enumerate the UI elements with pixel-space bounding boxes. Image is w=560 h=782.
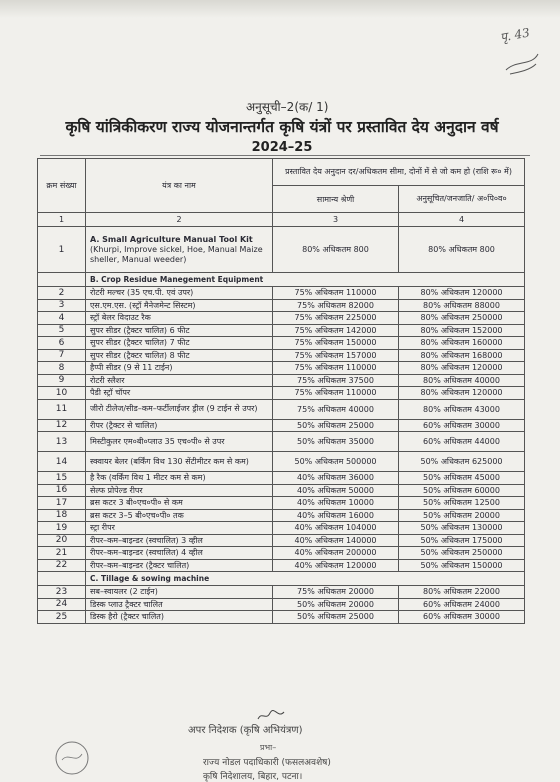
table-row bbox=[38, 432, 525, 452]
machine-name: रोटरी स्लैशर bbox=[86, 374, 273, 387]
table-row bbox=[38, 522, 525, 535]
scst-subsidy: 80% अधिकतम 250000 bbox=[399, 312, 525, 325]
general-subsidy: 40% अधिकतम 36000 bbox=[273, 472, 399, 485]
general-subsidy: 40% अधिकतम 140000 bbox=[273, 534, 399, 547]
machine-name: ब्रस कटर 3–5 बी०एच०पी० तक bbox=[86, 509, 273, 522]
serial-number: 23 bbox=[38, 586, 86, 599]
machine-name: सेल्फ प्रोपेल्ड रीपर bbox=[86, 484, 273, 497]
serial-number: 8 bbox=[38, 362, 86, 375]
scst-subsidy: 50% अधिकतम 12500 bbox=[399, 497, 525, 510]
section-title: B. Crop Residue Manegement Equipment bbox=[86, 273, 525, 287]
scst-subsidy: 50% अधिकतम 45000 bbox=[399, 472, 525, 485]
general-subsidy: 40% अधिकतम 120000 bbox=[273, 559, 399, 572]
serial-number: 15 bbox=[38, 472, 86, 485]
subsidy-header: प्रस्तावित देय अनुदान दर/अधिकतम सीमा, दोनों में से जो कम हो (राशि रू० में) bbox=[273, 159, 525, 186]
general-subsidy: 50% अधिकतम 25000 bbox=[273, 611, 399, 624]
general-subsidy: 40% अधिकतम 50000 bbox=[273, 484, 399, 497]
serial-number: 14 bbox=[38, 452, 86, 472]
table-row bbox=[38, 598, 525, 611]
general-subsidy: 50% अधिकतम 20000 bbox=[273, 598, 399, 611]
serial-number: 13 bbox=[38, 432, 86, 452]
signatory-office: कृषि निदेशालय, बिहार, पटना। bbox=[203, 772, 303, 782]
serial-number: 24 bbox=[38, 598, 86, 611]
machine-name: रीपर–कम–बाइन्डर (स्वचालित) 3 व्हील bbox=[86, 534, 273, 547]
document-year: 2024–25 bbox=[251, 140, 313, 155]
general-subsidy: 80% अधिकतम 800 bbox=[273, 227, 399, 273]
table-row bbox=[38, 387, 525, 400]
general-subsidy: 75% अधिकतम 37500 bbox=[273, 374, 399, 387]
handwritten-note: पृ. 43 bbox=[499, 25, 532, 45]
document-title: कृषि यांत्रिकीकरण राज्य योजनान्तर्गत कृषि यंत्रों पर प्रस्तावित देय अनुदान वर्ष bbox=[65, 118, 499, 136]
table-row bbox=[38, 362, 525, 375]
table-row bbox=[38, 324, 525, 337]
section-title: C. Tillage & sowing machine bbox=[86, 572, 525, 586]
table-row bbox=[38, 611, 525, 624]
scst-subsidy: 50% अधिकतम 250000 bbox=[399, 547, 525, 560]
machine-name: रोटरी मल्चर (35 एच.पी. एवं उपर) bbox=[86, 287, 273, 300]
general-subsidy: 50% अधिकतम 25000 bbox=[273, 419, 399, 432]
general-subsidy: 75% अधिकतम 157000 bbox=[273, 349, 399, 362]
signatory-designation: राज्य नोडल पदाधिकारी (फसलअवशेष) bbox=[203, 758, 331, 768]
serial-number: 25 bbox=[38, 611, 86, 624]
scst-subsidy: 80% अधिकतम 43000 bbox=[399, 399, 525, 419]
machine-name: जीरो टीलेज/सीड–कम–फर्टीलाईजर ड्रील (9 टाईन से उपर) bbox=[86, 399, 273, 419]
scst-subsidy: 80% अधिकतम 40000 bbox=[399, 374, 525, 387]
serial-number: 12 bbox=[38, 419, 86, 432]
subsidy-table-body bbox=[38, 159, 525, 624]
section-spacer bbox=[38, 273, 86, 287]
table-row bbox=[38, 227, 525, 273]
machine-name: ब्रस कटर 3 बी०एच०पी० से कम bbox=[86, 497, 273, 510]
general-subsidy: 40% अधिकतम 10000 bbox=[273, 497, 399, 510]
machine-name-main: A. Small Agriculture Manual Tool Kit bbox=[90, 234, 253, 244]
serial-number: 4 bbox=[38, 312, 86, 325]
machine-name: स्ट्रॉ बेलर विदाउट रैक bbox=[86, 312, 273, 325]
scst-category-header: अनुसूचित/जनजाति/ अ०पि०व० bbox=[399, 186, 525, 213]
section-header-row bbox=[38, 572, 525, 586]
machine-name: स्ट्रा रीपर bbox=[86, 522, 273, 535]
serial-number: 7 bbox=[38, 349, 86, 362]
machine-name: सुपर सीडर (ट्रैक्टर चालित) 8 फीट bbox=[86, 349, 273, 362]
machine-name: एस.एम.एस. (स्ट्रॉ मैनेजमेन्ट सिस्टम) bbox=[86, 299, 273, 312]
table-row bbox=[38, 299, 525, 312]
scst-subsidy: 50% अधिकतम 150000 bbox=[399, 559, 525, 572]
table-row bbox=[38, 509, 525, 522]
scan-shadow bbox=[0, 0, 560, 18]
general-subsidy: 75% अधिकतम 110000 bbox=[273, 287, 399, 300]
table-row bbox=[38, 399, 525, 419]
table-row bbox=[38, 374, 525, 387]
handwritten-scribble-icon bbox=[502, 40, 542, 78]
serial-number: 22 bbox=[38, 559, 86, 572]
table-row bbox=[38, 484, 525, 497]
general-subsidy: 75% अधिकतम 110000 bbox=[273, 362, 399, 375]
scst-subsidy: 80% अधिकतम 120000 bbox=[399, 387, 525, 400]
machine-name-detail: (Khurpi, Improve sickel, Hoe, Manual Maize sheller, Manual weeder) bbox=[90, 244, 263, 264]
general-subsidy: 75% अधिकतम 150000 bbox=[273, 337, 399, 350]
table-row bbox=[38, 559, 525, 572]
machine-name-header: यंत्र का नाम bbox=[86, 159, 273, 213]
sr-no-header: क्रम संख्या bbox=[38, 159, 86, 213]
annex-label: अनुसूची–2 bbox=[246, 100, 295, 114]
serial-number: 18 bbox=[38, 509, 86, 522]
column-number-row bbox=[38, 213, 525, 227]
general-subsidy: 75% अधिकतम 40000 bbox=[273, 399, 399, 419]
machine-name: स्क्वायर बेलर (बर्किंग विथ 130 सेंटीमीटर कम से कम) bbox=[86, 452, 273, 472]
general-subsidy: 75% अधिकतम 82000 bbox=[273, 299, 399, 312]
table-row bbox=[38, 287, 525, 300]
machine-name: सुपर सीडर (ट्रैक्टर चालित) 7 फीट bbox=[86, 337, 273, 350]
signature-scribble-icon bbox=[256, 709, 286, 723]
table-row bbox=[38, 547, 525, 560]
scst-subsidy: 60% अधिकतम 24000 bbox=[399, 598, 525, 611]
general-subsidy: 50% अधिकतम 35000 bbox=[273, 432, 399, 452]
scst-subsidy: 80% अधिकतम 120000 bbox=[399, 362, 525, 375]
scst-subsidy: 80% अधिकतम 22000 bbox=[399, 586, 525, 599]
general-subsidy: 75% अधिकतम 20000 bbox=[273, 586, 399, 599]
serial-number: 21 bbox=[38, 547, 86, 560]
machine-name: रीपर–कम–बाइन्डर (ट्रैक्टर चालित) bbox=[86, 559, 273, 572]
serial-number: 11 bbox=[38, 399, 86, 419]
machine-name: रीपर (ट्रैक्टर से चालित) bbox=[86, 419, 273, 432]
table-row bbox=[38, 497, 525, 510]
scst-subsidy: 80% अधिकतम 152000 bbox=[399, 324, 525, 337]
serial-number: 16 bbox=[38, 484, 86, 497]
serial-number: 10 bbox=[38, 387, 86, 400]
scst-subsidy: 60% अधिकतम 44000 bbox=[399, 432, 525, 452]
column-number: 2 bbox=[86, 213, 273, 227]
machine-name bbox=[86, 227, 273, 273]
column-number: 4 bbox=[399, 213, 525, 227]
scst-subsidy: 50% अधिकतम 20000 bbox=[399, 509, 525, 522]
table-row bbox=[38, 312, 525, 325]
table-row bbox=[38, 472, 525, 485]
machine-name: है रैक (वर्किंग विथ 1 मीटर कम से कम) bbox=[86, 472, 273, 485]
serial-number: 19 bbox=[38, 522, 86, 535]
general-subsidy: 75% अधिकतम 142000 bbox=[273, 324, 399, 337]
machine-name: मिस्टीकुलर एम०बी०प्लाउ 35 एच०पी० से उपर bbox=[86, 432, 273, 452]
machine-name: डिस्क हैरो (ट्रैक्टर चालित) bbox=[86, 611, 273, 624]
serial-number: 6 bbox=[38, 337, 86, 350]
machine-name: पैडी स्ट्रॉ चॉपर bbox=[86, 387, 273, 400]
scst-subsidy: 50% अधिकतम 130000 bbox=[399, 522, 525, 535]
machine-name: हैप्पी सीडर (9 से 11 टाईन) bbox=[86, 362, 273, 375]
scst-subsidy: 50% अधिकतम 625000 bbox=[399, 452, 525, 472]
scst-subsidy: 80% अधिकतम 120000 bbox=[399, 287, 525, 300]
signatory-mark: प्रभा– bbox=[260, 743, 277, 752]
general-category-header: सामान्य श्रेणी bbox=[273, 186, 399, 213]
scst-subsidy: 80% अधिकतम 88000 bbox=[399, 299, 525, 312]
serial-number: 9 bbox=[38, 374, 86, 387]
general-subsidy: 50% अधिकतम 500000 bbox=[273, 452, 399, 472]
scst-subsidy: 60% अधिकतम 30000 bbox=[399, 419, 525, 432]
round-stamp-icon bbox=[52, 738, 92, 778]
table-row bbox=[38, 586, 525, 599]
divider bbox=[40, 155, 530, 156]
subsidy-table bbox=[37, 158, 525, 624]
general-subsidy: 75% अधिकतम 110000 bbox=[273, 387, 399, 400]
general-subsidy: 40% अधिकतम 104000 bbox=[273, 522, 399, 535]
scst-subsidy: 60% अधिकतम 30000 bbox=[399, 611, 525, 624]
table-row bbox=[38, 534, 525, 547]
serial-number: 3 bbox=[38, 299, 86, 312]
scst-subsidy: 50% अधिकतम 60000 bbox=[399, 484, 525, 497]
table-row bbox=[38, 337, 525, 350]
machine-name: डिस्क प्लाउ ट्रैक्टर चालित bbox=[86, 598, 273, 611]
section-header-row bbox=[38, 273, 525, 287]
annex-note: (क/ 1) bbox=[294, 100, 329, 114]
machine-name: सब–स्वायलर (2 टाईन) bbox=[86, 586, 273, 599]
table-row bbox=[38, 452, 525, 472]
general-subsidy: 40% अधिकतम 16000 bbox=[273, 509, 399, 522]
serial-number: 5 bbox=[38, 324, 86, 337]
column-number: 3 bbox=[273, 213, 399, 227]
table-row bbox=[38, 419, 525, 432]
table-row bbox=[38, 349, 525, 362]
scst-subsidy: 80% अधिकतम 168000 bbox=[399, 349, 525, 362]
serial-number: 1 bbox=[38, 227, 86, 273]
scst-subsidy: 80% अधिकतम 800 bbox=[399, 227, 525, 273]
machine-name: रीपर–कम–बाइन्डर (स्वचालित) 4 व्हील bbox=[86, 547, 273, 560]
serial-number: 2 bbox=[38, 287, 86, 300]
column-number: 1 bbox=[38, 213, 86, 227]
annex-heading bbox=[246, 98, 328, 115]
serial-number: 20 bbox=[38, 534, 86, 547]
scst-subsidy: 50% अधिकतम 175000 bbox=[399, 534, 525, 547]
signatory-title: अपर निदेशक (कृषि अभियंत्रण) bbox=[188, 725, 303, 736]
general-subsidy: 40% अधिकतम 200000 bbox=[273, 547, 399, 560]
table-header-row bbox=[38, 159, 525, 186]
general-subsidy: 75% अधिकतम 225000 bbox=[273, 312, 399, 325]
serial-number: 17 bbox=[38, 497, 86, 510]
machine-name: सुपर सीडर (ट्रैक्टर चालित) 6 फीट bbox=[86, 324, 273, 337]
scst-subsidy: 80% अधिकतम 160000 bbox=[399, 337, 525, 350]
section-spacer bbox=[38, 572, 86, 586]
